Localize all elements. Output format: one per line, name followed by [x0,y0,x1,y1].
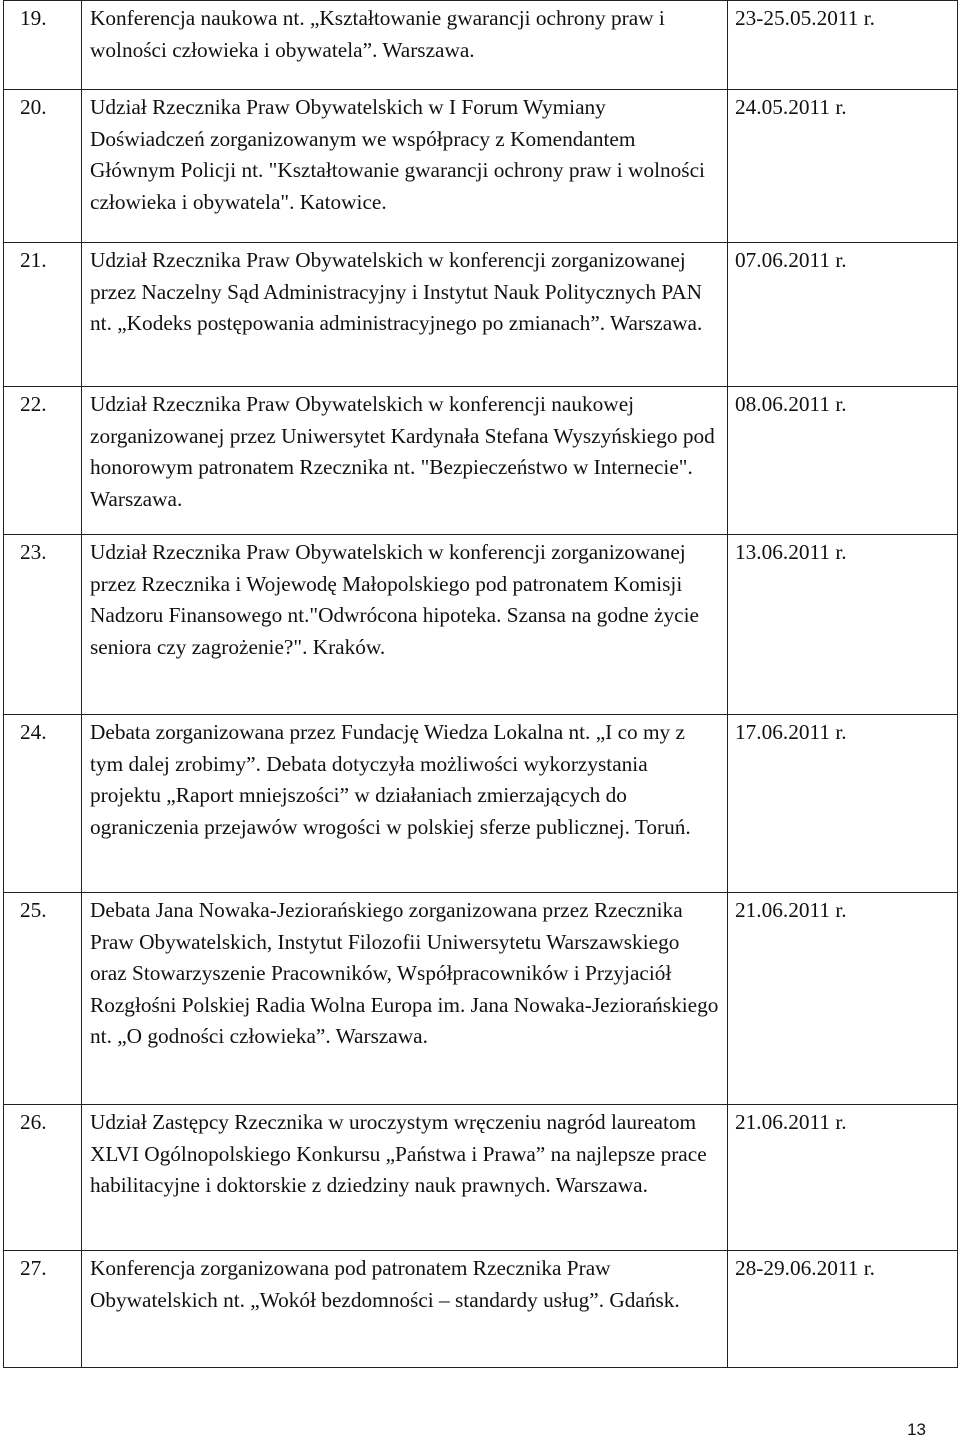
row-date: 21.06.2011 r. [728,893,958,1105]
events-table [3,0,958,1368]
table-row [4,1251,958,1368]
row-number: 23. [4,535,82,715]
table-row [4,715,958,893]
page-number: 13 [907,1420,926,1439]
row-description: Udział Rzecznika Praw Obywatelskich w konferencji zorganizowanej przez Naczelny Sąd Administracyjny i Instytut Nauk Politycznych PAN nt. „Kodeks postępowania administracyjnego po zmianach”. Warszawa. [82,243,728,387]
row-description: Debata Jana Nowaka-Jeziorańskiego zorganizowana przez Rzecznika Praw Obywatelskich, Instytut Filozofii Uniwersytetu Warszawskiego oraz Stowarzyszenie Pracowników, Współpracowników i Przyjaciół Rozgłośni Polskiej Radia Wolna Europa im. Jana Nowaka-Jeziorańskiego nt. „O godności człowieka”. Warszawa. [82,893,728,1105]
row-date: 07.06.2011 r. [728,243,958,387]
row-description: Udział Rzecznika Praw Obywatelskich w I Forum Wymiany Doświadczeń zorganizowanym we współpracy z Komendantem Głównym Policji nt. "Kształtowanie gwarancji ochrony praw i wolności człowieka i obywatela". Katowice. [82,90,728,243]
table-row [4,243,958,387]
row-date: 17.06.2011 r. [728,715,958,893]
row-description: Konferencja zorganizowana pod patronatem Rzecznika Praw Obywatelskich nt. „Wokół bezdomności – standardy usług”. Gdańsk. [82,1251,728,1368]
row-number: 19. [4,1,82,90]
row-number: 27. [4,1251,82,1368]
row-description: Debata zorganizowana przez Fundację Wiedza Lokalna nt. „I co my z tym dalej zrobimy”. Debata dotyczyła możliwości wykorzystania projektu „Raport mniejszości” w działaniach zmierzających do ograniczenia przejawów wrogości w polskiej sferze publicznej. Toruń. [82,715,728,893]
row-description: Konferencja naukowa nt. „Kształtowanie gwarancji ochrony praw i wolności człowieka i obywatela”. Warszawa. [82,1,728,90]
row-number: 20. [4,90,82,243]
row-date: 28-29.06.2011 r. [728,1251,958,1368]
row-date: 08.06.2011 r. [728,387,958,535]
table-row [4,535,958,715]
row-number: 24. [4,715,82,893]
table-row [4,1105,958,1251]
row-date: 13.06.2011 r. [728,535,958,715]
row-description: Udział Rzecznika Praw Obywatelskich w konferencji naukowej zorganizowanej przez Uniwersytet Kardynała Stefana Wyszyńskiego pod honorowym patronatem Rzecznika nt. "Bezpieczeństwo w Internecie". Warszawa. [82,387,728,535]
table-row [4,1,958,90]
row-number: 25. [4,893,82,1105]
row-number: 21. [4,243,82,387]
table-row [4,387,958,535]
row-number: 22. [4,387,82,535]
table-row [4,90,958,243]
row-number: 26. [4,1105,82,1251]
row-description: Udział Rzecznika Praw Obywatelskich w konferencji zorganizowanej przez Rzecznika i Wojewodę Małopolskiego pod patronatem Komisji Nadzoru Finansowego nt."Odwrócona hipoteka. Szansa na godne życie seniora czy zagrożenie?". Kraków. [82,535,728,715]
row-date: 24.05.2011 r. [728,90,958,243]
row-date: 23-25.05.2011 r. [728,1,958,90]
row-description: Udział Zastępcy Rzecznika w uroczystym wręczeniu nagród laureatom XLVI Ogólnopolskiego Konkursu „Państwa i Prawa” na najlepsze prace habilitacyjne i doktorskie z dziedziny nauk prawnych. Warszawa. [82,1105,728,1251]
table-row [4,893,958,1105]
row-date: 21.06.2011 r. [728,1105,958,1251]
